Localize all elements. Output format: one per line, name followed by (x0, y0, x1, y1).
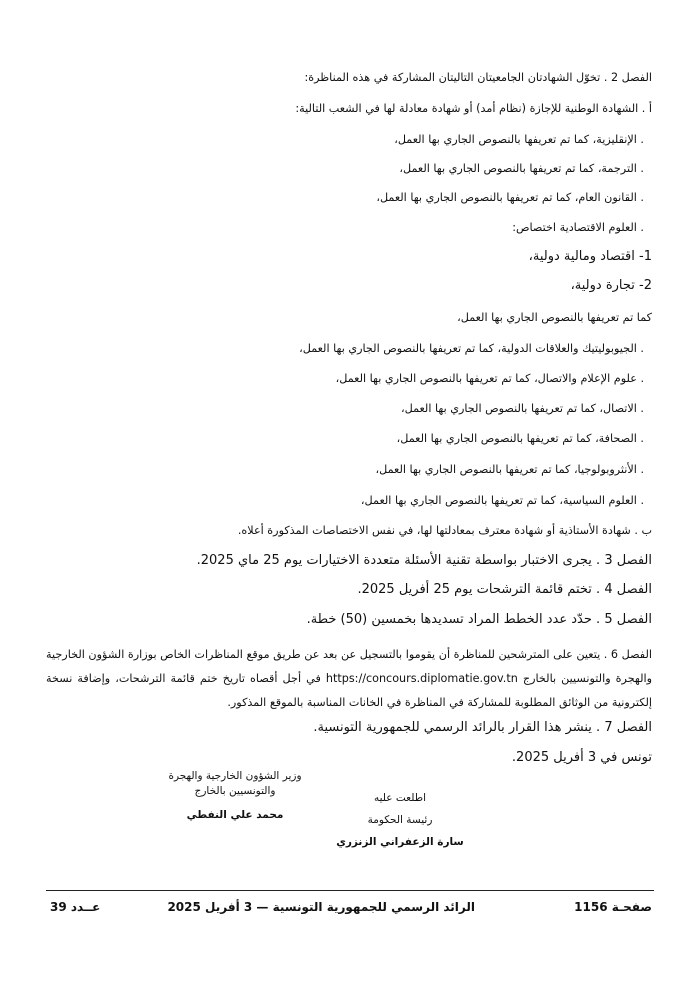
list-item: كما تم تعريفها بالنصوص الجاري بها العمل، (457, 311, 652, 324)
paragraph-b: ب . شهادة الأستاذية أو شهادة معترف بمعادلتها لها، في نفس الاختصاصات المذكورة أعلاه. (237, 524, 652, 537)
minister-signature (150, 769, 320, 823)
list-item: . العلوم الاقتصادية اختصاص: (512, 221, 644, 234)
paragraph-a: أ . الشهادة الوطنية للإجازة (نظام أمد) أو شهادة معادلة لها في الشعب التالية: (295, 102, 652, 115)
journal-title: الرائد الرسمي للجمهورية التونسية — 3 أفريل 2025 (167, 900, 475, 914)
list-item: . الإنقليزية، كما تم تعريفها بالنصوص الجاري بها العمل، (394, 133, 644, 146)
list-item: . الجيوبوليتيك والعلاقات الدولية، كما تم تعريفها بالنصوص الجاري بها العمل، (299, 342, 644, 355)
article-6: الفصل 6 . يتعين على المترشحين للمناظرة أن يقوموا بالتسجيل عن بعد عن طريق موقع المناظرات الخاص بوزارة الشؤون الخارجية والهجرة والتونسيين بالخارج https://concours.diplomatie.gov.tn في أجل أقصاه تاريخ ختم قائمة الترشحات، وإضافة نسخة إلكترونية من الوثائق المطلوبة للمشاركة في المناظرة في الخانات المناسبة بالموقع المذكور. (46, 648, 652, 709)
page-number: صفحـة 1156 (574, 900, 652, 914)
list-item: 1- اقتصاد ومالية دولية، (528, 249, 652, 264)
list-item: . الأنثروبولوجيا، كما تم تعريفها بالنصوص الجاري بها العمل، (375, 463, 644, 476)
pm-name: سارة الزعفراني الزنزري (336, 836, 464, 848)
list-item: . العلوم السياسية، كما تم تعريفها بالنصوص الجاري بها العمل، (360, 494, 644, 507)
list-item: 2- تجارة دولية، (570, 278, 652, 293)
article-5: الفصل 5 . حدّد عدد الخطط المراد تسديدها بخمسين (50) خطة. (306, 612, 652, 627)
issue-number: عــدد 39 (50, 900, 101, 914)
article-2: الفصل 2 . تخوّل الشهادتان الجامعيتان التاليتان المشاركة في هذه المناظرة: (304, 71, 652, 84)
minister-name: محمد علي النفطي (186, 809, 284, 821)
list-item: . الاتصال، كما تم تعريفها بالنصوص الجاري بها العمل، (400, 402, 644, 415)
list-item: . الصحافة، كما تم تعريفها بالنصوص الجاري بها العمل، (396, 432, 644, 445)
article-7: الفصل 7 . ينشر هذا القرار بالرائد الرسمي للجمهورية التونسية. (313, 720, 652, 735)
place-date: تونس في 3 أفريل 2025. (511, 750, 652, 765)
list-item: . الترجمة، كما تم تعريفها بالنصوص الجاري بها العمل، (399, 162, 644, 175)
minister-title: والتونسيين بالخارج (194, 785, 276, 797)
list-item: . علوم الإعلام والاتصال، كما تم تعريفها بالنصوص الجاري بها العمل، (335, 372, 644, 385)
article-4: الفصل 4 . تختم قائمة الترشحات يوم 25 أفريل 2025. (357, 582, 652, 597)
article-3: الفصل 3 . يجرى الاختبار بواسطة تقنية الأسئلة متعددة الاختيارات يوم 25 ماي 2025. (196, 553, 652, 568)
prime-minister-signature (330, 791, 470, 850)
pm-title: رئيسة الحكومة (367, 814, 433, 826)
seen-label: اطلعت عليه (373, 792, 426, 804)
minister-title: وزير الشؤون الخارجية والهجرة (168, 770, 302, 782)
footer-divider (46, 890, 654, 891)
list-item: . القانون العام، كما تم تعريفها بالنصوص الجاري بها العمل، (376, 191, 644, 204)
